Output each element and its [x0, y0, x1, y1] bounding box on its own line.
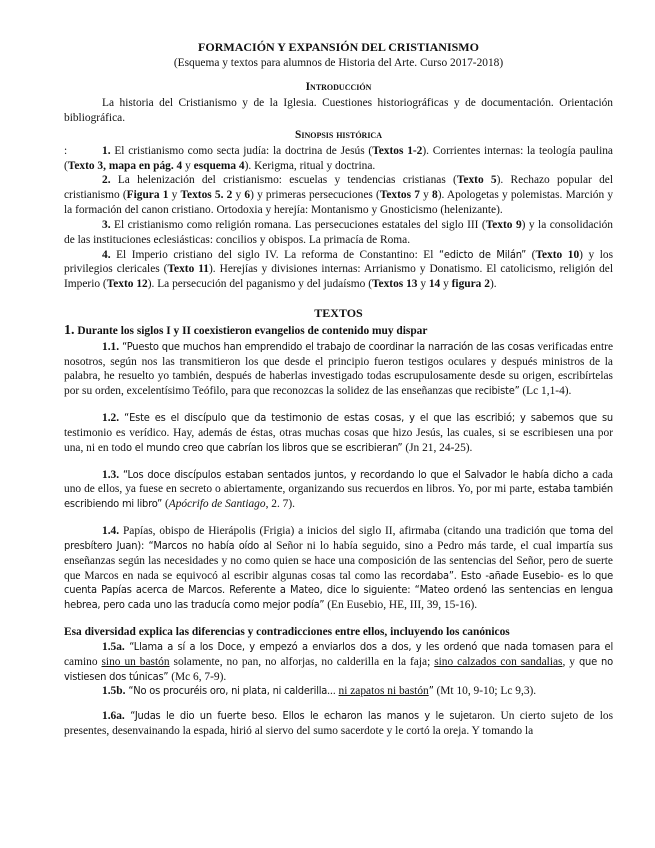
texto-1-3: 1.3. “Los doce discípulos estaban sentados juntos, y recordando lo que el Salvador le había dicho a cada uno de ellos, ya fuese en secreto o abiertamente, organizando sus recuerdos en libros. Yo, por mi parte, estaba también escribiendo mi libro” (Apócrifo de Santiago, 2. 7). — [64, 467, 613, 511]
spacer — [64, 399, 613, 411]
document-title: FORMACIÓN Y EXPANSIÓN DEL CRISTIANISMO — [198, 40, 479, 54]
spacer — [64, 699, 613, 709]
textos-section-1-title: 1. Durante los siglos I y II coexistieron evangelios de contenido muy dispar — [64, 322, 428, 338]
stray-colon: : — [64, 144, 68, 157]
spacer — [64, 512, 613, 524]
spacer — [64, 613, 613, 625]
texto-1-5a: 1.5a. “Llama a sí a los Doce, y empezó a enviarlos dos a dos, y les ordenó que nada tomasen para el camino sino un bastón solamente, no pan, no alforjas, no calderilla en la faja; sino calzados con sandalias, y que no vistiesen dos túnicas” (Mc 6, 7-9). — [64, 639, 613, 683]
texto-1-2: 1.2. “Este es el discípulo que da testimonio de estas cosas, y el que las escribió; y sabemos que su testimonio es verídico. Hay, además de éstas, otras muchas cosas que hizo Jesús, las cuales, si se escribiesen una por una, ni en todo el mundo creo que cabrían los libros que se escribieran” (Jn 21, 24-25). — [64, 411, 613, 454]
introduccion-heading: Introducción — [305, 81, 372, 94]
sinopsis-item-1: : 1. El cristianismo como secta judía: la doctrina de Jesús (Textos 1-2). Corrientes internas: la teología paulina (Texto 3, mapa en pág. 4 y esquema 4). Kerigma, ritual y doctrina. — [64, 144, 613, 172]
texto-1-4: 1.4. Papías, obispo de Hierápolis (Frigia) a inicios del siglo II, afirmaba (citando una tradición que toma del presbítero Juan): “Marcos no había oído al Señor ni lo había seguido, sino a Pedro más tarde, el cual impartía sus enseñanzas según las necesidades y no como quien se hace una composición de las sentencias del Señor, pero de suerte que Marcos en nada se equivocó al escribir algunas cosas tal como las recordaba”. Esto -añade Eusebio- es lo que cuenta Papías acerca de Marcos. Referente a Mateo, dice lo siguiente: “Mateo ordenó las sentencias en lengua hebrea, pero cada uno las traducía como mejor podía” (En Eusebio, HE, III, 39, 15-16). — [64, 524, 614, 612]
sinopsis-heading: Sinopsis histórica — [295, 128, 382, 141]
document-subtitle: (Esquema y textos para alumnos de Historia del Arte. Curso 2017-2018) — [173, 56, 504, 69]
texto-1-5b: 1.5b. “No os procuréis oro, ni plata, ni calderilla... ni zapatos ni bastón” (Mt 10, 9-10; Lc 9,3). — [102, 684, 537, 698]
sinopsis-item-2: 2. La helenización del cristianismo: escuelas y tendencias cristianas (Texto 5). Rechazo popular del cristianismo (Figura 1 y Textos 5. 2 y 6) y primeras persecuciones (Textos 7 y 8). Apologetas y polemistas. Marción y la formación del canon cristiano. Ortodoxia y herejía: Montanismo y Gnosticismo (helenizante). — [64, 174, 614, 217]
spacer — [64, 456, 613, 468]
sinopsis-item-4: 4. El Imperio cristiano del siglo IV. La reforma de Constantino: El “edicto de Milán” (Texto 10) y los privilegios clericales (Texto 11). Herejías y divisiones internas: Arrianismo y Donatismo. El catolicismo, religión del Imperio (Texto 12). La persecución del paganismo y del judaísmo (Textos 13 y 14 y figura 2). — [64, 247, 613, 291]
texto-1-1: 1.1. “Puesto que muchos han emprendido el trabajo de coordinar la narración de las cosas verificadas entre nosotros, según nos las transmitieron los que desde el principio fueron testigos oculares y después ministros de la palabra, he resuelto yo también, después de haberlas investigado todas escrupulosamente desde su origen, escribírtelas por su orden, excelentísimo Teófilo, para que reconozcas la solidez de las enseñanzas que recibiste” (Lc 1,1-4). — [64, 339, 613, 398]
texto-1-6a: 1.6a. “Judas le dio un fuerte beso. Ellos le echaron las manos y le sujetaron. Un cierto sujeto de los presentes, desenvainando la espada, hirió al siervo del sumo sacerdote y le cortó la oreja. Y tomando la — [64, 709, 614, 738]
textos-subheading: Esa diversidad explica las diferencias y contradicciones entre ellos, incluyendo los canónicos — [64, 626, 510, 639]
sinopsis-item-3: 3. El cristianismo como religión romana. Las persecuciones estatales del siglo III (Texto 9) y la consolidación de las instituciones eclesiásticas: concilios y obispos. La primacía de Roma. — [64, 218, 613, 246]
textos-heading: TEXTOS — [314, 306, 363, 321]
introduccion-text: La historia del Cristianismo y de la Iglesia. Cuestiones historiográficas y de documentación. Orientación bibliográfica. — [64, 97, 613, 125]
